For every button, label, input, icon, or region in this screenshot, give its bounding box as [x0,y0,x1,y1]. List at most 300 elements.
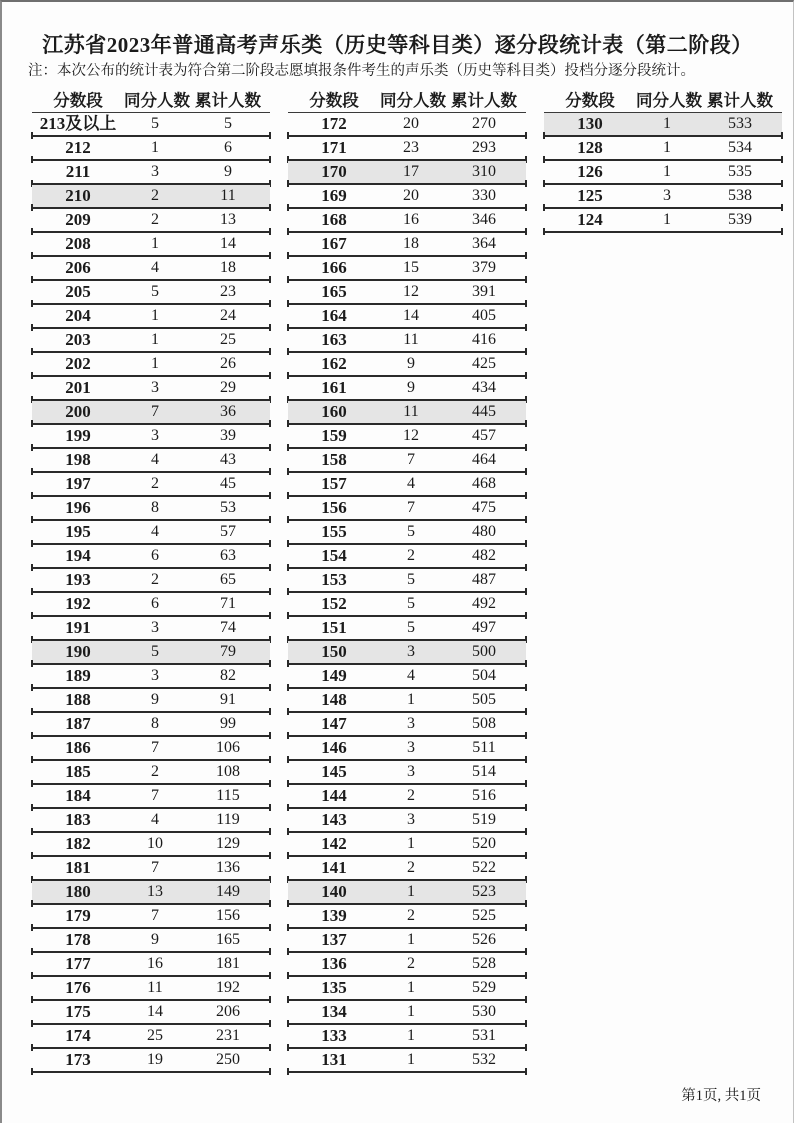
cumulative-cell: 416 [472,331,496,348]
cumulative-cell: 108 [216,763,240,780]
table-row [288,305,526,329]
cumulative-cell: 115 [216,787,240,804]
cumulative-cell: 500 [472,643,496,660]
count-cell: 14 [403,307,419,324]
segment-cell: 164 [321,306,347,325]
table-row [32,1001,270,1025]
segment-cell: 182 [65,834,91,853]
segment-cell: 200 [65,402,91,421]
count-cell: 9 [407,355,415,372]
table-header-row [544,90,782,113]
table-row [32,1025,270,1049]
table-row [32,473,270,497]
table-row [32,857,270,881]
cumulative-cell: 464 [472,451,496,468]
cumulative-cell: 487 [472,571,496,588]
segment-cell: 194 [65,546,91,565]
count-cell: 7 [151,907,159,924]
count-cell: 3 [407,763,415,780]
segment-cell: 131 [321,1050,347,1069]
segment-cell: 148 [321,690,347,709]
count-cell: 3 [407,715,415,732]
table-row [288,1025,526,1049]
cumulative-cell: 504 [472,667,496,684]
table-row [288,425,526,449]
segment-cell: 197 [65,474,91,493]
cumulative-cell: 492 [472,595,496,612]
segment-cell: 181 [65,858,91,877]
segment-cell: 154 [321,546,347,565]
cumulative-cell: 514 [472,763,496,780]
segment-cell: 145 [321,762,347,781]
cumulative-cell: 29 [220,379,236,396]
cumulative-cell: 45 [220,475,236,492]
count-cell: 5 [407,571,415,588]
segment-cell: 160 [321,402,347,421]
count-cell: 7 [151,859,159,876]
count-cell: 3 [151,379,159,396]
table-row [32,569,270,593]
segment-cell: 188 [65,690,91,709]
cumulative-cell: 530 [472,1003,496,1020]
cumulative-cell: 5 [224,115,232,132]
count-cell: 4 [151,259,159,276]
cumulative-cell: 231 [216,1027,240,1044]
segment-cell: 146 [321,738,347,757]
segment-cell: 165 [321,282,347,301]
count-cell: 12 [403,427,419,444]
table-row [288,473,526,497]
table-header-row [288,90,526,113]
cumulative-cell: 528 [472,955,496,972]
page-note: 注：本次公布的统计表为符合第二阶段志愿填报条件考生的声乐类（历史等科目类）投档分逐分段统计。 [28,63,695,79]
cumulative-cell: 468 [472,475,496,492]
cumulative-cell: 79 [220,643,236,660]
segment-cell: 202 [65,354,91,373]
table-row [32,209,270,233]
table-row [32,881,270,905]
cumulative-cell: 516 [472,787,496,804]
segment-cell: 190 [65,642,91,661]
score-table-1 [32,90,270,1073]
cumulative-cell: 71 [220,595,236,612]
count-cell: 1 [407,1027,415,1044]
table-row [288,785,526,809]
table-row [288,233,526,257]
segment-cell: 156 [321,498,347,517]
cumulative-cell: 522 [472,859,496,876]
segment-cell: 169 [321,186,347,205]
table-row [32,377,270,401]
segment-cell: 141 [321,858,347,877]
count-cell: 7 [151,739,159,756]
cumulative-cell: 529 [472,979,496,996]
segment-cell: 186 [65,738,91,757]
count-cell: 10 [147,835,163,852]
count-cell: 9 [151,931,159,948]
table-row [288,569,526,593]
segment-cell: 155 [321,522,347,541]
cumulative-cell: 99 [220,715,236,732]
count-cell: 25 [147,1027,163,1044]
segment-cell: 142 [321,834,347,853]
segment-cell: 192 [65,594,91,613]
table-row [288,977,526,1001]
table-row [32,977,270,1001]
cumulative-cell: 106 [216,739,240,756]
segment-cell: 176 [65,978,91,997]
count-cell: 1 [407,931,415,948]
count-cell: 2 [407,907,415,924]
cumulative-cell: 523 [472,883,496,900]
count-cell: 2 [151,571,159,588]
cumulative-cell: 250 [216,1051,240,1068]
count-cell: 3 [407,643,415,660]
segment-cell: 159 [321,426,347,445]
segment-cell: 124 [577,210,603,229]
cumulative-cell: 445 [472,403,496,420]
table-row [288,113,526,137]
cumulative-cell: 39 [220,427,236,444]
cumulative-cell: 26 [220,355,236,372]
count-cell: 3 [407,739,415,756]
segment-cell: 144 [321,786,347,805]
segment-cell: 158 [321,450,347,469]
segment-cell: 196 [65,498,91,517]
cumulative-cell: 405 [472,307,496,324]
segment-cell: 143 [321,810,347,829]
count-cell: 2 [151,763,159,780]
count-cell: 1 [151,139,159,156]
segment-cell: 210 [65,186,91,205]
segment-cell: 147 [321,714,347,733]
segment-cell: 172 [321,114,347,133]
cumulative-cell: 192 [216,979,240,996]
count-cell: 5 [407,619,415,636]
count-cell: 20 [403,115,419,132]
table-row [32,233,270,257]
segment-cell: 203 [65,330,91,349]
table-row [288,857,526,881]
count-cell: 2 [407,859,415,876]
count-cell: 16 [403,211,419,228]
segment-cell: 139 [321,906,347,925]
segment-cell: 189 [65,666,91,685]
table-row [32,425,270,449]
table-row [32,905,270,929]
segment-cell: 209 [65,210,91,229]
segment-cell: 179 [65,906,91,925]
count-cell: 11 [403,331,419,348]
count-cell: 1 [663,139,671,156]
count-cell: 11 [147,979,163,996]
segment-cell: 135 [321,978,347,997]
count-cell: 1 [151,355,159,372]
cumulative-cell: 13 [220,211,236,228]
count-cell: 7 [407,499,415,516]
segment-cell: 149 [321,666,347,685]
page-title: 江苏省2023年普通高考声乐类（历史等科目类）逐分段统计表（第二阶段） [42,33,753,57]
cumulative-cell: 538 [728,187,752,204]
segment-cell: 151 [321,618,347,637]
count-cell: 7 [151,403,159,420]
segment-cell: 171 [321,138,347,157]
segment-cell: 193 [65,570,91,589]
cumulative-cell: 525 [472,907,496,924]
count-cell: 14 [147,1003,163,1020]
segment-cell: 183 [65,810,91,829]
table-row [32,353,270,377]
count-cell: 4 [151,451,159,468]
table-row [288,881,526,905]
table-row [288,737,526,761]
count-cell: 7 [151,787,159,804]
count-cell: 15 [403,259,419,276]
table-row [32,929,270,953]
table-row [288,617,526,641]
column-header: 累计人数 [707,91,773,110]
cumulative-cell: 11 [220,187,236,204]
count-cell: 1 [407,883,415,900]
table-row [32,617,270,641]
segment-cell: 137 [321,930,347,949]
segment-cell: 153 [321,570,347,589]
cumulative-cell: 165 [216,931,240,948]
segment-cell: 212 [65,138,91,157]
table-row [32,1049,270,1073]
count-cell: 3 [151,619,159,636]
cumulative-cell: 74 [220,619,236,636]
table-row [288,161,526,185]
count-cell: 2 [407,787,415,804]
segment-cell: 204 [65,306,91,325]
count-cell: 20 [403,187,419,204]
table-row [32,665,270,689]
cumulative-cell: 91 [220,691,236,708]
cumulative-cell: 475 [472,499,496,516]
table-row [288,521,526,545]
cumulative-cell: 434 [472,379,496,396]
table-row [288,185,526,209]
table-row [288,257,526,281]
column-header: 累计人数 [195,91,261,110]
table-row [32,401,270,425]
count-cell: 1 [663,211,671,228]
cumulative-cell: 310 [472,163,496,180]
segment-cell: 191 [65,618,91,637]
count-cell: 4 [151,523,159,540]
cumulative-cell: 24 [220,307,236,324]
cumulative-cell: 364 [472,235,496,252]
table-row [288,1049,526,1073]
cumulative-cell: 539 [728,211,752,228]
cumulative-cell: 18 [220,259,236,276]
segment-cell: 205 [65,282,91,301]
count-cell: 6 [151,595,159,612]
cumulative-cell: 119 [216,811,240,828]
column-header: 分数段 [565,91,615,110]
count-cell: 1 [407,835,415,852]
table-row [288,281,526,305]
table-row [32,785,270,809]
table-header-row [32,90,270,113]
table-row [544,137,782,161]
table-row [32,761,270,785]
segment-cell: 199 [65,426,91,445]
score-table-2 [288,90,526,1073]
table-row [32,737,270,761]
segment-cell: 134 [321,1002,347,1021]
table-row [32,113,270,137]
cumulative-cell: 181 [216,955,240,972]
count-cell: 2 [151,211,159,228]
segment-cell: 167 [321,234,347,253]
segment-cell: 157 [321,474,347,493]
table-row [288,713,526,737]
segment-cell: 150 [321,642,347,661]
segment-cell: 130 [577,114,603,133]
cumulative-cell: 82 [220,667,236,684]
column-header: 累计人数 [451,91,517,110]
count-cell: 5 [151,115,159,132]
segment-cell: 163 [321,330,347,349]
segment-cell: 170 [321,162,347,181]
column-header: 分数段 [309,91,359,110]
column-header: 同分人数 [636,91,702,110]
table-row [288,689,526,713]
segment-cell: 173 [65,1050,91,1069]
count-cell: 18 [403,235,419,252]
table-row [288,953,526,977]
table-row [32,641,270,665]
count-cell: 2 [151,187,159,204]
cumulative-cell: 23 [220,283,236,300]
segment-cell: 128 [577,138,603,157]
cumulative-cell: 206 [216,1003,240,1020]
column-header: 分数段 [53,91,103,110]
segment-cell: 184 [65,786,91,805]
table-row [32,305,270,329]
table-row [32,281,270,305]
table-row [32,329,270,353]
count-cell: 4 [407,667,415,684]
cumulative-cell: 535 [728,163,752,180]
cumulative-cell: 480 [472,523,496,540]
cumulative-cell: 532 [472,1051,496,1068]
count-cell: 1 [663,115,671,132]
cumulative-cell: 505 [472,691,496,708]
segment-cell: 180 [65,882,91,901]
table-row [32,185,270,209]
cumulative-cell: 6 [224,139,232,156]
count-cell: 4 [407,475,415,492]
segment-cell: 175 [65,1002,91,1021]
column-header: 同分人数 [380,91,446,110]
count-cell: 5 [407,595,415,612]
segment-cell: 208 [65,234,91,253]
table-row [288,761,526,785]
cumulative-cell: 526 [472,931,496,948]
count-cell: 6 [151,547,159,564]
count-cell: 11 [403,403,419,420]
segment-cell: 198 [65,450,91,469]
count-cell: 2 [407,547,415,564]
segment-cell: 201 [65,378,91,397]
table-row [288,353,526,377]
cumulative-cell: 482 [472,547,496,564]
column-header: 同分人数 [124,91,190,110]
table-row [288,377,526,401]
cumulative-cell: 14 [220,235,236,252]
table-row [32,449,270,473]
segment-cell: 161 [321,378,347,397]
count-cell: 5 [151,283,159,300]
count-cell: 1 [407,691,415,708]
count-cell: 12 [403,283,419,300]
table-row [544,209,782,233]
table-row [32,809,270,833]
cumulative-cell: 136 [216,859,240,876]
count-cell: 1 [151,307,159,324]
cumulative-cell: 457 [472,427,496,444]
tables-area [32,90,779,1073]
cumulative-cell: 379 [472,259,496,276]
count-cell: 3 [407,811,415,828]
cumulative-cell: 534 [728,139,752,156]
count-cell: 5 [151,643,159,660]
segment-cell: 178 [65,930,91,949]
table-row [288,905,526,929]
cumulative-cell: 53 [220,499,236,516]
count-cell: 3 [151,427,159,444]
table-row [32,713,270,737]
count-cell: 1 [407,979,415,996]
cumulative-cell: 25 [220,331,236,348]
cumulative-cell: 511 [472,739,496,756]
cumulative-cell: 531 [472,1027,496,1044]
table-row [544,113,782,137]
count-cell: 1 [151,235,159,252]
segment-cell: 136 [321,954,347,973]
table-row [32,689,270,713]
cumulative-cell: 508 [472,715,496,732]
table-row [288,593,526,617]
segment-cell: 140 [321,882,347,901]
table-row [32,521,270,545]
count-cell: 16 [147,955,163,972]
segment-cell: 187 [65,714,91,733]
table-row [32,161,270,185]
count-cell: 23 [403,139,419,156]
table-row [288,929,526,953]
table-row [288,137,526,161]
cumulative-cell: 425 [472,355,496,372]
count-cell: 3 [151,163,159,180]
table-row [32,257,270,281]
count-cell: 4 [151,811,159,828]
segment-cell: 195 [65,522,91,541]
segment-cell: 162 [321,354,347,373]
cumulative-cell: 270 [472,115,496,132]
segment-cell: 152 [321,594,347,613]
cumulative-cell: 43 [220,451,236,468]
segment-cell: 206 [65,258,91,277]
segment-cell: 211 [65,162,91,181]
table-row [288,545,526,569]
table-row [32,137,270,161]
table-row [288,641,526,665]
table-row [288,329,526,353]
